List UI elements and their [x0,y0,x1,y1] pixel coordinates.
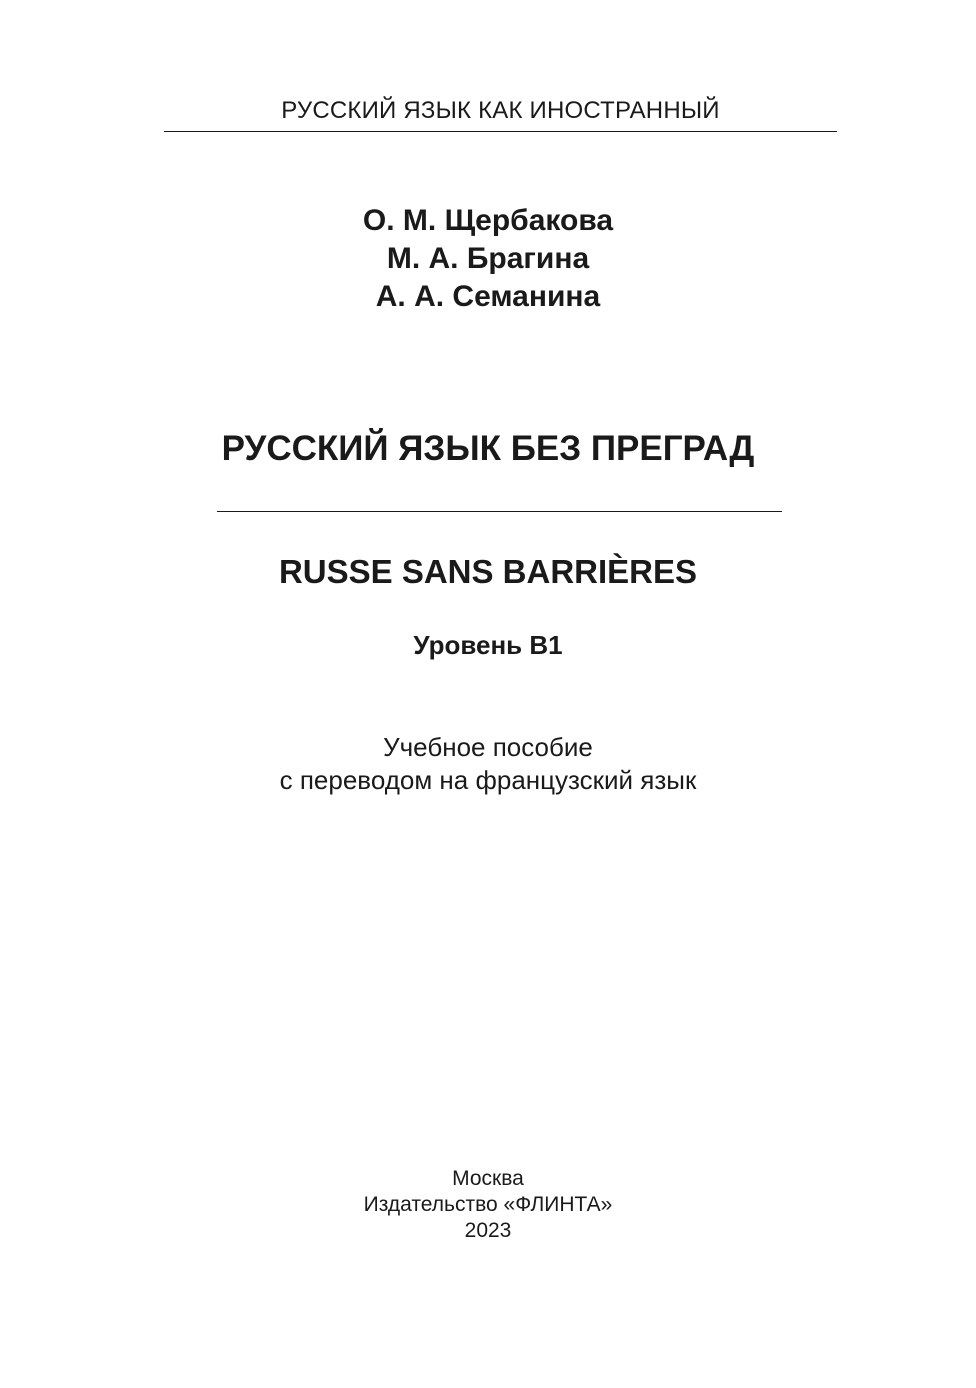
imprint-block [0,1166,976,1244]
subtitle-line: с переводом на французский язык [279,765,697,795]
author-name: О. М. Щербакова [362,204,614,237]
top-divider [164,131,837,132]
book-title-french: RUSSE SANS BARRIÈRES [278,553,698,590]
imprint-city: Москва [452,1167,524,1190]
imprint-year: 2023 [464,1219,512,1242]
subtitle-line: Учебное пособие [383,732,593,762]
book-title: РУССКИЙ ЯЗЫК БЕЗ ПРЕГРАД [221,429,755,468]
imprint-publisher: Издательство «ФЛИНТА» [363,1193,613,1216]
author-name: М. А. Брагина [386,242,590,275]
title-divider [217,511,782,512]
authors-block [0,202,976,316]
subtitle-block [0,731,976,797]
level-label: Уровень B1 [413,630,563,660]
author-name: А. А. Семанина [375,280,601,313]
series-title: РУССКИЙ ЯЗЫК КАК ИНОСТРАННЫЙ [281,97,720,124]
